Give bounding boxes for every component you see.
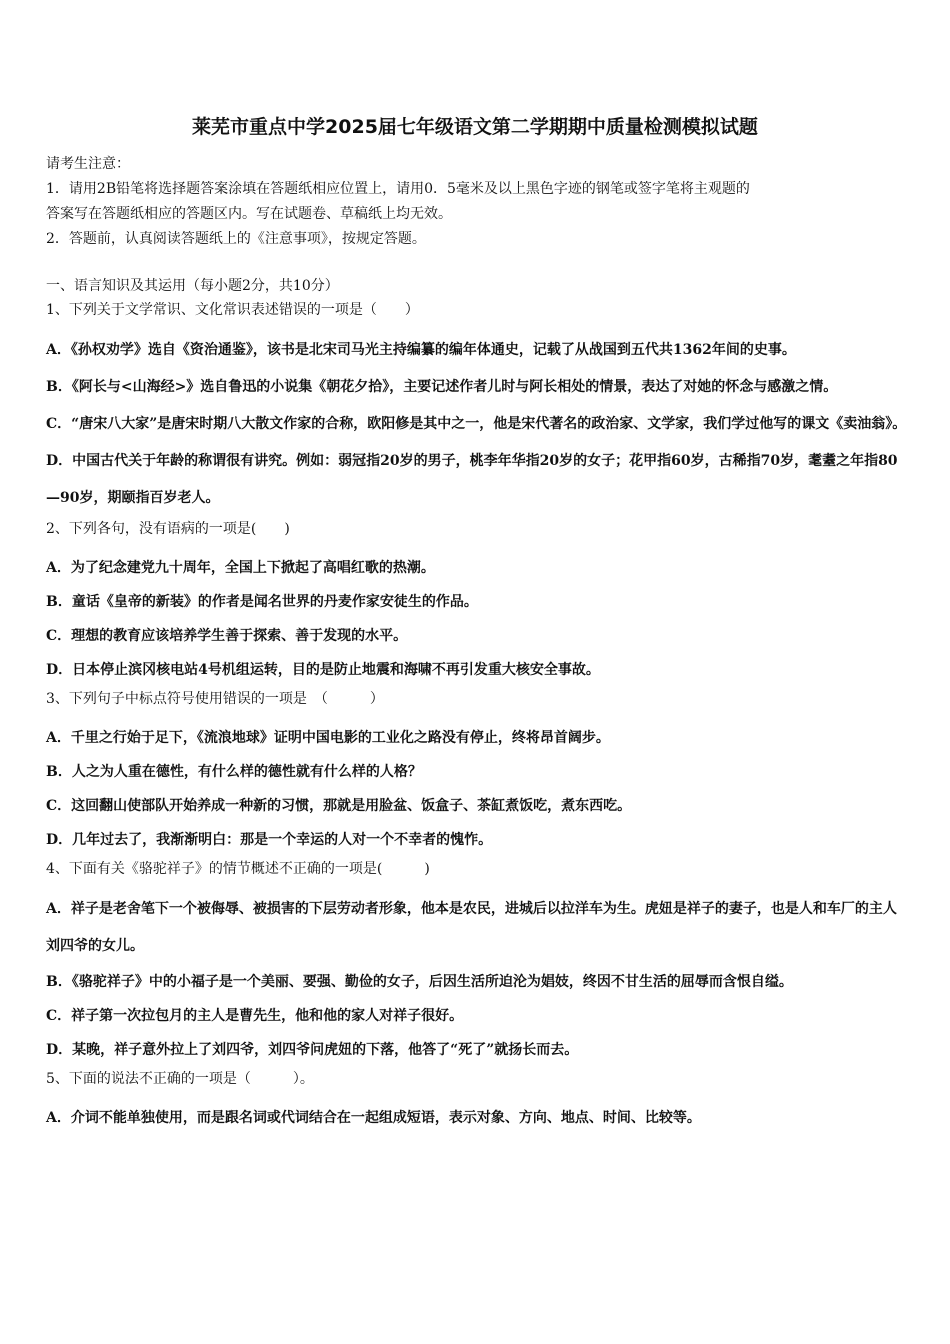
questions-list bbox=[46, 298, 916, 1135]
option-b: B．童话《皇帝的新装》的作者是闻名世界的丹麦作家安徒生的作品。 bbox=[46, 594, 478, 610]
notice-item-1-line-2: 答案写在答题纸相应的答题区内。写在试题卷、草稿纸上均无效。 bbox=[46, 206, 452, 222]
question-stem: 2、下列各句，没有语病的一项是( ) bbox=[46, 521, 290, 537]
option-d: D．中国古代关于年龄的称谓很有讲究。例如：弱冠指20岁的男子，桃李年华指20岁的女子；花甲指60岁，古稀指70岁，耄耋之年指80—90岁，期颐指百岁老人。 bbox=[46, 453, 898, 506]
question-stem: 4、下面有关《骆驼祥子》的情节概述不正确的一项是( ) bbox=[46, 861, 430, 877]
option-c: C．这回翻山使部队开始养成一种新的习惯，那就是用脸盆、饭盒子、茶缸煮饭吃，煮东西吃。 bbox=[46, 798, 632, 814]
option-b: B．人之为人重在德性，有什么样的德性就有什么样的人格？ bbox=[46, 764, 422, 780]
question-stem: 5、下面的说法不正确的一项是（ ）。 bbox=[46, 1071, 314, 1087]
question-stem: 3、下列句子中标点符号使用错误的一项是 （ ） bbox=[46, 691, 384, 707]
option-c: C．理想的教育应该培养学生善于探索、善于发现的水平。 bbox=[46, 628, 408, 644]
question-1 bbox=[46, 298, 916, 517]
option-b: B．《阿长与<山海经>》选自鲁迅的小说集《朝花夕拾》，主要记述作者儿时与阿长相处的情景，表达了对她的怀念与感激之情。 bbox=[46, 379, 838, 395]
question-stem: 1、下列关于文学常识、文化常识表述错误的一项是（ ） bbox=[46, 302, 419, 318]
option-a: A．介词不能单独使用，而是跟名词或代词结合在一起组成短语，表示对象、方向、地点、时间、比较等。 bbox=[46, 1110, 701, 1126]
notice-block bbox=[46, 152, 926, 252]
notice-item-2: 2．答题前，认真阅读答题纸上的《注意事项》，按规定答题。 bbox=[46, 231, 426, 247]
question-3 bbox=[46, 687, 916, 857]
option-d: D．某晚，祥子意外拉上了刘四爷，刘四爷问虎妞的下落，他答了“死了”就扬长而去。 bbox=[46, 1042, 579, 1058]
option-d: D．几年过去了，我渐渐明白：那是一个幸运的人对一个不幸者的愧怍。 bbox=[46, 832, 493, 848]
notice-item-1-line-1: 1．请用2B铅笔将选择题答案涂填在答题纸相应位置上，请用0．5毫米及以上黑色字迹的钢笔或签字笔将主观题的 bbox=[46, 181, 750, 197]
option-a: A．《孙权劝学》选自《资治通鉴》，该书是北宋司马光主持编纂的编年体通史，记载了从战国到五代共1362年间的史事。 bbox=[46, 342, 796, 358]
option-c: C．祥子第一次拉包月的主人是曹先生，他和他的家人对祥子很好。 bbox=[46, 1008, 464, 1024]
question-2 bbox=[46, 517, 916, 687]
option-b: B．《骆驼祥子》中的小福子是一个美丽、要强、勤俭的女子，后因生活所迫沦为娼妓，终因不甘生活的屈辱而含恨自缢。 bbox=[46, 974, 793, 990]
notice-heading: 请考生注意： bbox=[46, 156, 130, 172]
option-d: D．日本停止滨冈核电站4号机组运转，目的是防止地震和海啸不再引发重大核安全事故。 bbox=[46, 662, 600, 678]
option-a: A．千里之行始于足下，《流浪地球》证明中国电影的工业化之路没有停止，终将昂首阔步。 bbox=[46, 730, 610, 746]
page-title: 莱芜市重点中学2025届七年级语文第二学期期中质量检测模拟试题 bbox=[192, 116, 758, 138]
question-4 bbox=[46, 857, 916, 1067]
option-c: C．“唐宋八大家”是唐宋时期八大散文作家的合称，欧阳修是其中之一，他是宋代著名的政治家、文学家，我们学过他写的课文《卖油翁》。 bbox=[46, 416, 907, 432]
question-5 bbox=[46, 1067, 916, 1135]
option-a: A．为了纪念建党九十周年，全国上下掀起了高唱红歌的热潮。 bbox=[46, 560, 435, 576]
option-a: A．祥子是老舍笔下一个被侮辱、被损害的下层劳动者形象，他本是农民，进城后以拉洋车为生。虎妞是祥子的妻子，也是人和车厂的主人刘四爷的女儿。 bbox=[46, 901, 897, 954]
section-1-heading: 一、语言知识及其运用（每小题2分，共10分） bbox=[46, 278, 339, 294]
